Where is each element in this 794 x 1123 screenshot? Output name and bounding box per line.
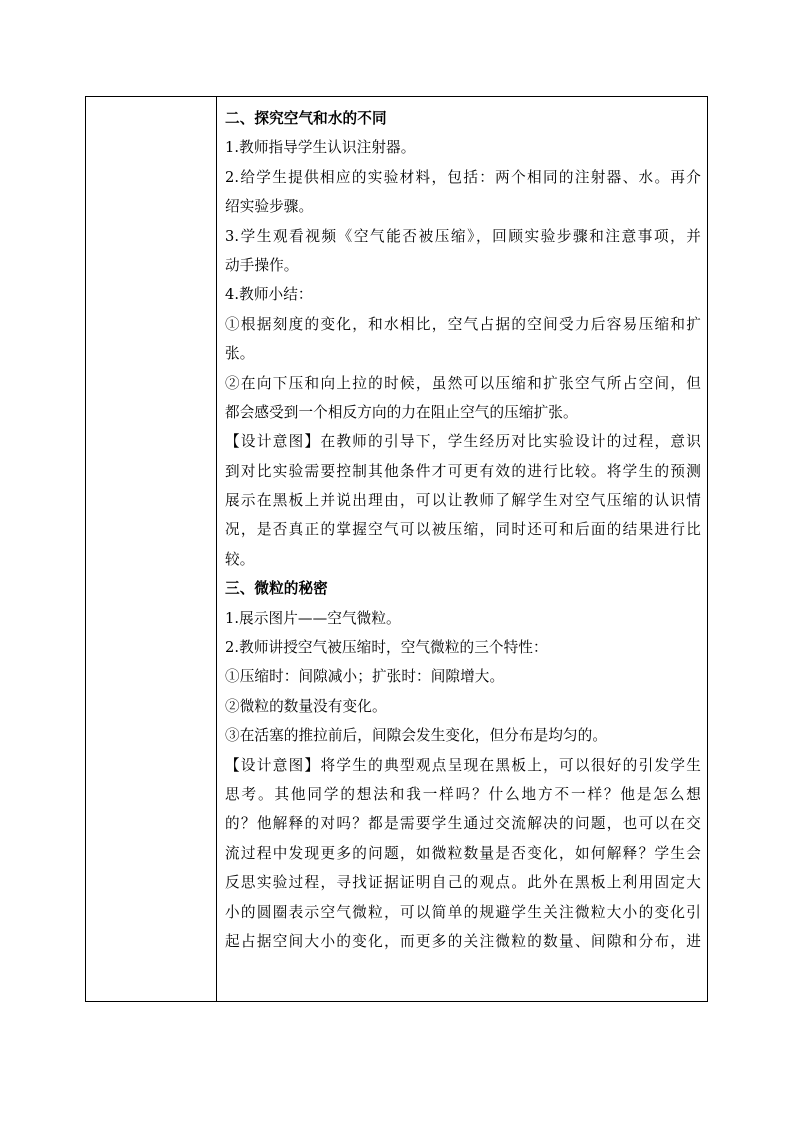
- left-column-cell: [86, 97, 217, 1001]
- text-line: 【设计意图】将学生的典型观点呈现在黑板上，可以很好的引发学生: [225, 756, 701, 774]
- text-line: 较。: [225, 550, 255, 568]
- text-line: ②在向下压和向上拉的时候，虽然可以压缩和扩张空气所占空间，但: [225, 374, 701, 392]
- text-line: 都会感受到一个相反方向的力在阻止空气的压缩扩张。: [225, 403, 578, 421]
- text-line: 展示在黑板上并说出理由，可以让教师了解学生对空气压缩的认识情: [225, 492, 701, 510]
- text-line: 起占据空间大小的变化，而更多的关注微粒的数量、间隙和分布，进: [225, 932, 701, 950]
- text-line: 思考。其他同学的想法和我一样吗？什么地方不一样？他是怎么想: [225, 785, 701, 803]
- lesson-content-cell: [217, 97, 707, 1001]
- text-line: 2.教师讲授空气被压缩时，空气微粒的三个特性：: [225, 639, 548, 657]
- text-line: 况，是否真正的掌握空气可以被压缩，同时还可和后面的结果进行比: [225, 521, 701, 539]
- text-line: ③在活塞的推拉前后，间隙会发生变化，但分布是均匀的。: [225, 727, 608, 745]
- text-line: 到对比实验需要控制其他条件才可更有效的进行比较。将学生的预测: [225, 462, 701, 480]
- text-line: 流过程中发现更多的问题，如微粒数量是否变化，如何解释？学生会: [225, 844, 701, 862]
- section-heading: 二、探究空气和水的不同: [225, 110, 387, 127]
- text-line: ①根据刻度的变化，和水相比，空气占据的空间受力后容易压缩和扩: [225, 315, 701, 333]
- text-line: 张。: [225, 345, 255, 363]
- text-line: ①压缩时：间隙减小；扩张时：间隙增大。: [225, 668, 505, 686]
- text-line: 的？他解释的对吗？都是需要学生通过交流解决的问题，也可以在交: [225, 815, 701, 833]
- text-line: 小的圆圈表示空气微粒，可以简单的规避学生关注微粒大小的变化引: [225, 903, 701, 921]
- section-heading: 三、微粒的秘密: [225, 580, 328, 598]
- lesson-table: [85, 96, 708, 1002]
- text-line: 3.学生观看视频《空气能否被压缩》，回顾实验步骤和注意事项，并: [225, 227, 701, 245]
- text-line: 4.教师小结：: [225, 286, 313, 304]
- text-line: ②微粒的数量没有变化。: [225, 697, 387, 715]
- text-line: 1.教师指导学生认识注射器。: [225, 139, 416, 157]
- text-line: 1.展示图片——空气微粒。: [225, 609, 401, 627]
- text-line: 反思实验过程，寻找证据证明自己的观点。此外在黑板上利用固定大: [225, 874, 701, 892]
- text-line: 2.给学生提供相应的实验材料，包括：两个相同的注射器、水。再介: [225, 168, 701, 186]
- text-line: 动手操作。: [225, 256, 299, 274]
- text-line: 绍实验步骤。: [225, 198, 314, 216]
- text-line: 【设计意图】在教师的引导下，学生经历对比实验设计的过程，意识: [225, 433, 701, 451]
